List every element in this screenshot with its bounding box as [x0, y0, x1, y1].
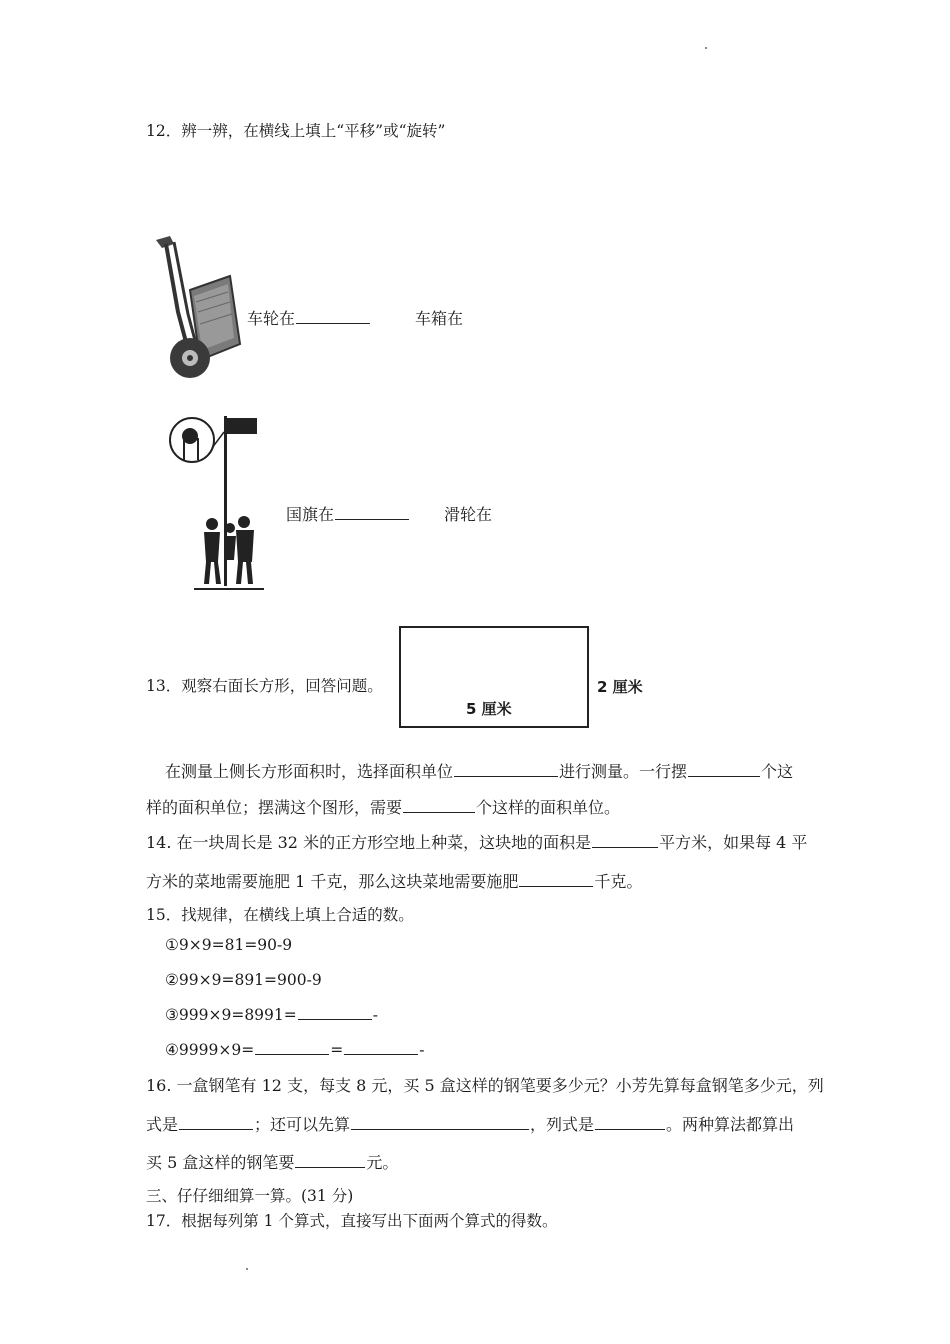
pulley-prompt: 滑轮在 [444, 505, 493, 524]
q16-line2-text-b: ；还可以先算 [254, 1115, 351, 1134]
flag-label: 国旗在 [286, 505, 335, 524]
q16-total-blank[interactable] [295, 1166, 365, 1168]
rectangle-width-label: 2 厘米 [597, 678, 643, 696]
q15-title: 15．找规律，在横线上填上合适的数。 [146, 906, 414, 924]
box-prompt: 车箱在 [415, 309, 464, 328]
q15-item-4-text: ④9999×9= [165, 1041, 255, 1059]
q15-item-4-equals: = [330, 1041, 344, 1059]
q15-item-4-minus: - [419, 1041, 425, 1059]
q15-item-1: ①9×9=81=90-9 [165, 936, 293, 954]
q13-line1-text-c: 个这 [761, 762, 794, 781]
per-row-blank[interactable] [688, 775, 760, 777]
q16-line2-text-d: 。两种算法都算出 [666, 1115, 795, 1134]
q17-title: 17．根据每列第 1 个算式，直接写出下面两个算式的得数。 [146, 1212, 558, 1230]
q16-line3-text-a: 买 5 盒这样的钢笔要 [146, 1153, 295, 1172]
q14-line1-text-b: 平方米，如果每 4 平 [659, 833, 808, 852]
scan-dot [246, 1268, 248, 1270]
wheel-label: 车轮在 [247, 309, 296, 328]
area-unit-blank[interactable] [454, 775, 558, 777]
wheel-prompt [247, 306, 371, 329]
q14-line1-text-a: 14. 在一块周长是 32 米的正方形空地上种菜，这块地的面积是 [146, 833, 592, 852]
q16-formula-1-blank[interactable] [179, 1128, 253, 1130]
q16-formula-2-blank[interactable] [595, 1128, 665, 1130]
q16-line2 [146, 1112, 794, 1135]
scan-dot [705, 47, 707, 49]
rectangle-length-label: 5 厘米 [466, 700, 512, 718]
q15-item-4-blank-2[interactable] [344, 1053, 418, 1055]
q13-line2-text-a: 样的面积单位；摆满这个图形，需要 [146, 798, 403, 817]
area-answer-blank[interactable] [592, 846, 658, 848]
q12-title: 12．辨一辨，在横线上填上“平移”或“旋转” [146, 122, 446, 140]
q14-line2 [146, 869, 642, 892]
q16-line3 [146, 1150, 398, 1173]
q13-line1-text-b: 进行测量。一行摆 [559, 762, 688, 781]
fertilizer-answer-blank[interactable] [519, 885, 593, 887]
q14-line2-text-a: 方米的菜地需要施肥 1 千克，那么这块菜地需要施肥 [146, 872, 519, 891]
q13-line2-text-b: 个这样的面积单位。 [476, 798, 621, 817]
q16-line1: 16. 一盒钢笔有 12 支，每支 8 元，买 5 盒这样的钢笔要多少元？小芳先算每盒钢笔多少元，列 [146, 1076, 824, 1095]
q15-item-3-minus: - [372, 1006, 378, 1024]
flag-prompt [286, 502, 410, 525]
q16-line2-text-c: ，列式是 [530, 1115, 595, 1134]
q13-title: 13．观察右面长方形，回答问题。 [146, 677, 383, 695]
q15-item-4 [165, 1041, 424, 1059]
section-3-title: 三、仔仔细细算一算。(31 分) [146, 1187, 354, 1205]
total-units-blank[interactable] [403, 811, 475, 813]
flag-raising-image [166, 412, 266, 592]
q15-item-3-text: ③999×9=8991= [165, 1006, 297, 1024]
q14-line2-text-b: 千克。 [594, 872, 643, 891]
wheel-answer-blank[interactable] [296, 322, 370, 324]
hand-truck-image [148, 232, 244, 384]
q15-item-3-blank[interactable] [298, 1018, 372, 1020]
q13-line1 [165, 759, 793, 782]
q16-line3-text-b: 元。 [366, 1153, 399, 1172]
q14-line1 [146, 830, 807, 853]
q15-item-4-blank-1[interactable] [255, 1053, 329, 1055]
q16-first-step-blank[interactable] [351, 1128, 529, 1130]
q16-line2-text-a: 式是 [146, 1115, 179, 1134]
q15-item-3 [165, 1006, 378, 1024]
q15-item-2: ②99×9=891=900-9 [165, 971, 322, 989]
flag-answer-blank[interactable] [335, 518, 409, 520]
q13-line1-text-a: 在测量上侧长方形面积时，选择面积单位 [165, 762, 454, 781]
q13-line2 [146, 795, 620, 818]
